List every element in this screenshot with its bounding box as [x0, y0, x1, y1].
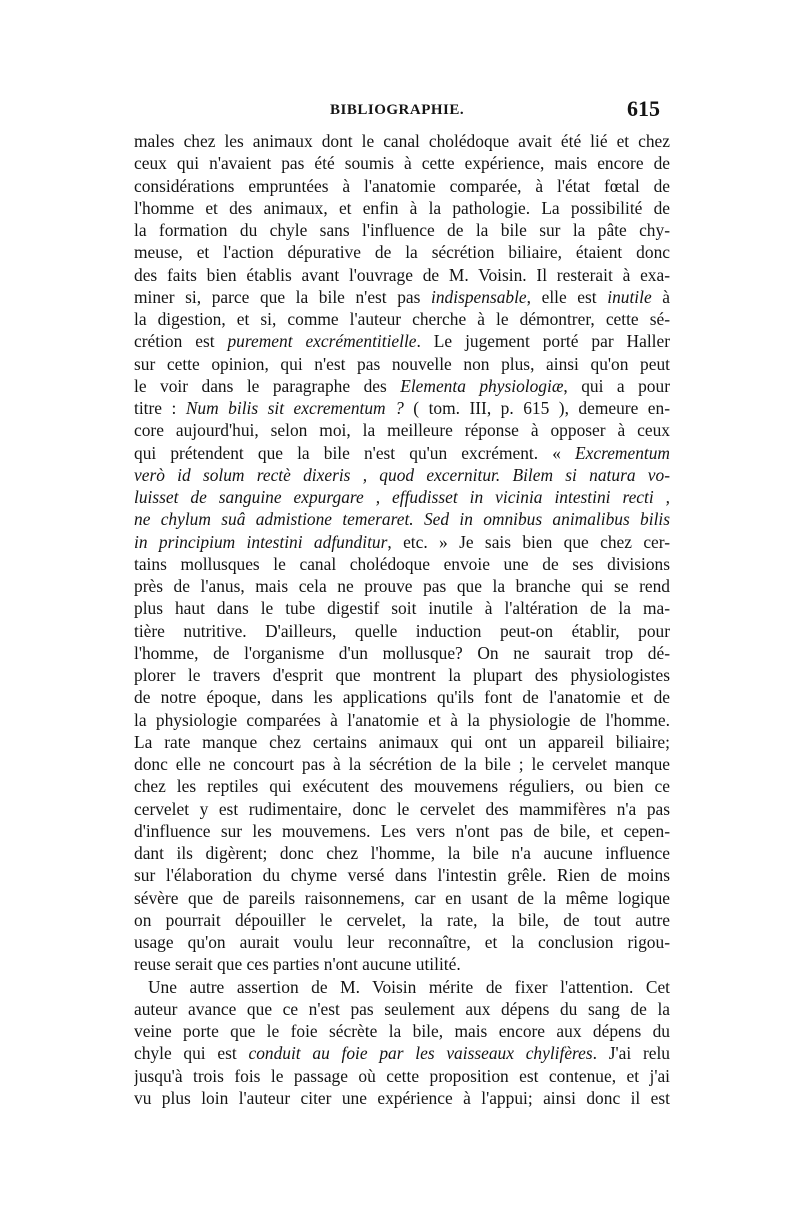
text-segment: on pourrait dépouiller le cervelet, la rate, la bile, de tout autre: [134, 909, 670, 930]
text-line: [134, 664, 670, 686]
text-line: [134, 775, 670, 797]
text-segment: considérations empruntées à l'anatomie comparée, à l'état fœtal de: [134, 175, 670, 196]
text-segment: . J'ai relu: [592, 1043, 670, 1064]
text-segment: plorer le travers d'esprit que montrent la plupart des physiologistes: [134, 665, 670, 685]
text-segment: ( tom. III, p. 615 ), demeure en-: [403, 398, 670, 418]
text-line: [134, 620, 670, 642]
text-line: [134, 798, 670, 820]
text-segment: usage qu'on aurait voulu leur reconnaître, et la conclusion rigou-: [134, 932, 670, 952]
italic-text: luisset de sanguine expurgare , effudisset in vicinia intestini recti ,: [134, 487, 670, 507]
italic-text: indispensable: [431, 286, 527, 307]
italic-text: Excrementum: [575, 442, 670, 463]
text-line: [134, 731, 670, 753]
text-segment: , qui a pour: [563, 375, 670, 396]
text-line: [134, 531, 670, 553]
text-line: [134, 998, 670, 1020]
page-number: 615: [627, 96, 660, 121]
text-segment: chyle qui est: [134, 1043, 249, 1064]
text-segment: à: [651, 286, 670, 307]
text-line: [134, 197, 670, 219]
text-segment: donc elle ne concourt pas à la sécrétion de la bile ; le cervelet manque: [134, 754, 670, 774]
italic-text: Elementa physiologiæ: [400, 375, 564, 396]
text-segment: qui prétendent que la bile n'est qu'un excrément. «: [134, 442, 576, 463]
text-line: [134, 753, 670, 775]
text-segment: , etc. » Je sais bien que chez cer-: [387, 531, 670, 552]
text-segment: , elle est: [526, 286, 608, 307]
text-line: [134, 219, 670, 241]
text-line: [134, 642, 670, 664]
text-segment: sur cette opinion, qui n'est pas nouvelle non plus, ainsi qu'on peut: [134, 353, 670, 374]
text-segment: ceux qui n'avaient pas été soumis à cette expérience, mais encore de: [134, 153, 670, 174]
text-segment: tière nutritive. D'ailleurs, quelle induction peut-on établir, pour: [134, 620, 670, 641]
text-line: [134, 1087, 670, 1109]
text-line: [134, 241, 670, 263]
text-segment: cervelet y est rudimentaire, donc le cervelet des mammifères n'a pas: [134, 798, 670, 819]
text-line: [134, 931, 670, 953]
text-line: [134, 286, 670, 308]
text-line: [134, 442, 670, 464]
text-line: [134, 464, 670, 486]
italic-text: purement excrémentitielle: [227, 331, 417, 352]
text-line: [134, 597, 670, 619]
text-segment: auteur avance que ce n'est pas seulement aux dépens du sang de la: [134, 998, 670, 1019]
text-segment: l'homme, de l'organisme d'un mollusque? On ne saurait trop dé-: [134, 642, 670, 663]
text-segment: crétion est: [134, 331, 228, 352]
text-line: [134, 953, 670, 975]
text-segment: des faits bien établis avant l'ouvrage de M. Voisin. Il resterait à exa-: [134, 264, 670, 285]
text-line: [134, 1020, 670, 1042]
text-segment: l'homme et des animaux, et enfin à la pathologie. La possibilité de: [134, 197, 670, 218]
text-segment: dant ils digèrent; donc chez l'homme, la bile n'a aucune influence: [134, 843, 670, 863]
text-line: [134, 575, 670, 597]
text-segment: jusqu'à trois fois le passage où cette proposition est contenue, et j'ai: [134, 1065, 670, 1086]
italic-text: conduit au foie par les vaisseaux chylifères: [248, 1043, 593, 1064]
text-line: [134, 486, 670, 508]
text-segment: miner si, parce que la bile n'est pas: [134, 286, 432, 307]
text-line: [134, 976, 670, 998]
text-segment: la formation du chyle sans l'influence de la bile sur la pâte chy-: [134, 220, 670, 240]
text-line: [134, 887, 670, 909]
text-line: [134, 709, 670, 731]
text-line: [134, 152, 670, 174]
text-segment: d'influence sur les mouvemens. Les vers n'ont pas de bile, et cepen-: [134, 820, 670, 841]
text-segment: titre :: [134, 398, 186, 418]
text-segment: La rate manque chez certains animaux qui ont un appareil biliaire;: [134, 731, 670, 752]
text-line: [134, 308, 670, 330]
text-line: [134, 553, 670, 575]
running-title: BIBLIOGRAPHIE.: [330, 102, 465, 118]
text-segment: . Le jugement porté par Haller: [416, 331, 670, 352]
text-line: [134, 508, 670, 530]
text-line: [134, 820, 670, 842]
text-line: [134, 419, 670, 441]
running-head: [130, 96, 660, 126]
text-line: [134, 330, 670, 352]
body-text: [134, 130, 670, 1109]
text-line: [134, 397, 670, 419]
italic-text: ne chylum suâ admistione temeraret. Sed in omnibus animalibus bilis: [134, 509, 670, 530]
italic-text: Num bilis sit excrementum ?: [185, 398, 404, 418]
text-segment: sévère que de pareils raisonnemens, car en usant de la même logique: [134, 887, 670, 908]
text-line: [134, 842, 670, 864]
text-line: [134, 1065, 670, 1087]
text-segment: Une autre assertion de M. Voisin mérite de fixer l'attention. Cet: [148, 976, 670, 997]
text-segment: le voir dans le paragraphe des: [134, 375, 401, 396]
text-segment: la physiologie comparées à l'anatomie et à la physiologie de l'homme.: [134, 709, 670, 730]
italic-text: in principium intestini adfunditur: [134, 531, 388, 552]
italic-text: inutile: [607, 286, 652, 307]
text-line: [134, 130, 670, 152]
text-segment: vu plus loin l'auteur citer une expérience à l'appui; ainsi donc il est: [134, 1087, 670, 1108]
text-line: [134, 264, 670, 286]
text-segment: veine porte que le foie sécrète la bile, mais encore aux dépens du: [134, 1021, 670, 1041]
text-line: [134, 375, 670, 397]
text-segment: de notre époque, dans les applications qu'ils font de l'anatomie et de: [134, 687, 670, 708]
text-line: [134, 1042, 670, 1064]
text-segment: meuse, et l'action dépurative de la sécrétion biliaire, étaient donc: [134, 242, 670, 263]
italic-text: verò id solum rectè dixeris , quod excernitur. Bilem si natura vo-: [134, 464, 670, 485]
text-segment: reuse serait que ces parties n'ont aucune utilité.: [134, 954, 461, 975]
text-line: [134, 909, 670, 931]
text-segment: tains mollusques le canal cholédoque envoie une de ses divisions: [134, 553, 670, 574]
text-line: [134, 175, 670, 197]
text-segment: près de l'anus, mais cela ne prouve pas que la branche qui se rend: [134, 576, 670, 596]
text-segment: chez les reptiles qui exécutent des mouvemens réguliers, ou bien ce: [134, 776, 670, 797]
text-segment: la digestion, et si, comme l'auteur cherche à le démontrer, cette sé-: [134, 309, 670, 329]
text-line: [134, 686, 670, 708]
text-line: [134, 864, 670, 886]
text-segment: core aujourd'hui, selon moi, la meilleure réponse à opposer à ceux: [134, 420, 670, 441]
text-line: [134, 353, 670, 375]
text-segment: males chez les animaux dont le canal cholédoque avait été lié et chez: [134, 131, 670, 151]
text-segment: sur l'élaboration du chyme versé dans l'intestin grêle. Rien de moins: [134, 865, 670, 886]
text-segment: plus haut dans le tube digestif soit inutile à l'altération de la ma-: [134, 598, 670, 619]
